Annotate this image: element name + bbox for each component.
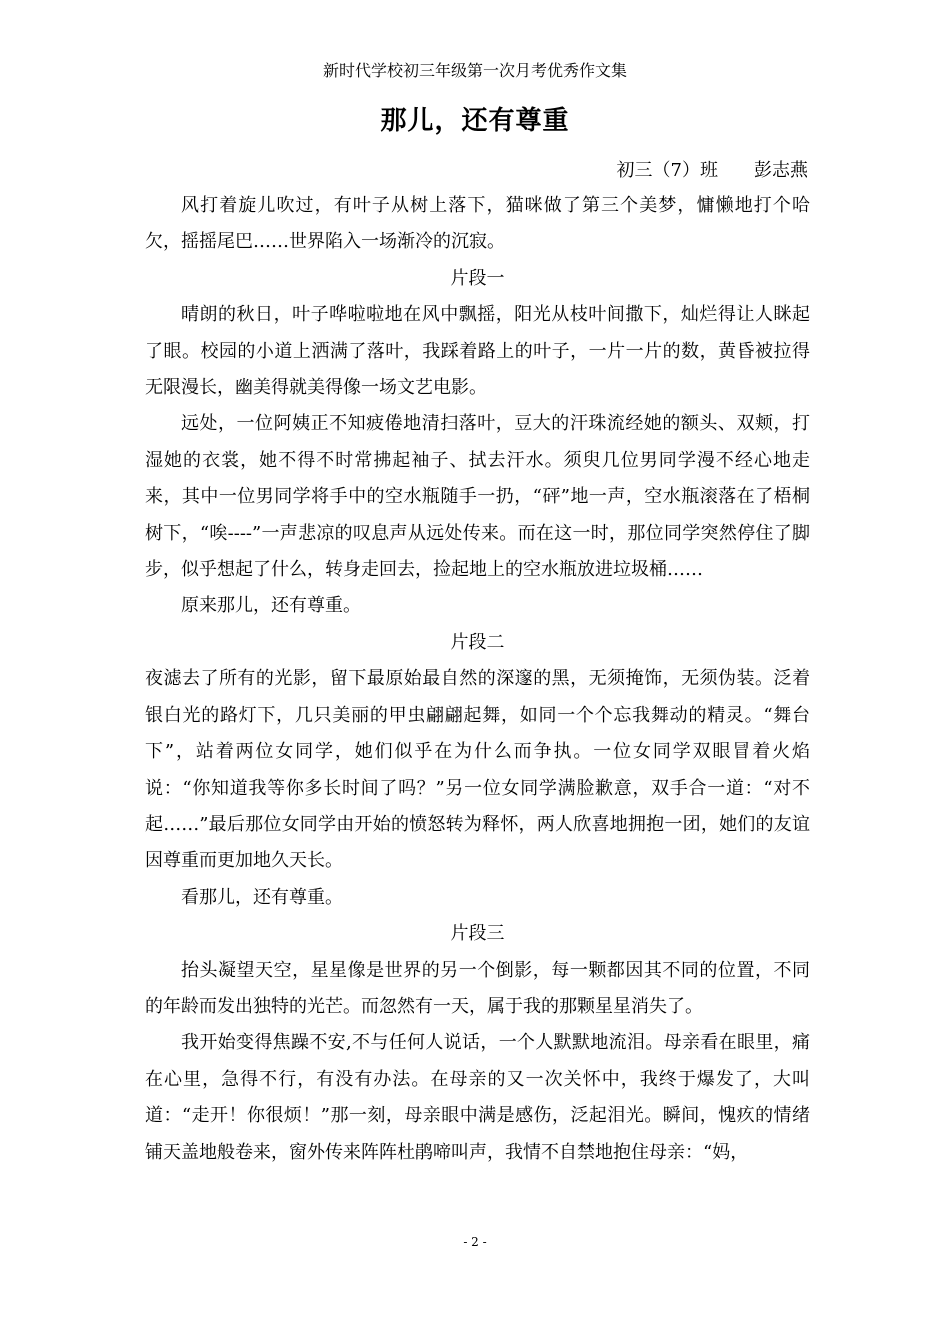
essay-body	[145, 188, 810, 1171]
author-line: 初三（7）班 彭志燕	[616, 160, 808, 181]
page-header: 新时代学校初三年级第一次月考优秀作文集	[322, 61, 627, 80]
paragraph: 我开始变得焦躁不安,不与任何人说话，一个人默默地流泪。母亲看在眼里，痛在心里，急得不行，有没有办法。在母亲的又一次关怀中，我终于爆发了，大叫道：“走开！你很烦！”那一刻，母亲眼中满是感伤，泛起泪光。瞬间，愧疚的情绪铺天盖地般卷来，窗外传来阵阵杜鹃啼叫声，我情不自禁地抱住母亲：“妈，	[145, 1032, 810, 1163]
section-heading: 片段一	[450, 267, 505, 289]
paragraph: 抬头凝望天空，星星像是世界的另一个倒影，每一颗都因其不同的位置，不同的年龄而发出独特的光芒。而忽然有一天，属于我的那颗星星消失了。	[145, 959, 810, 1017]
paragraph: 夜滤去了所有的光影，留下最原始最自然的深邃的黑，无须掩饰，无须伪装。泛着银白光的路灯下，几只美丽的甲虫翩翩起舞，如同一个个忘我舞动的精灵。“舞台下”，站着两位女同学，她们似乎在为什么而争执。一位女同学双眼冒着火焰说：“你知道我等你多长时间了吗？”另一位女同学满脸歉意，双手合一道：“对不起……”最后那位女同学由开始的愤怒转为释怀，两人欣喜地拥抱一团，她们的友谊因尊重而更加地久天长。	[145, 668, 810, 872]
section-heading: 片段二	[450, 631, 505, 653]
paragraph: 风打着旋儿吹过，有叶子从树上落下，猫咪做了第三个美梦，慵懒地打个哈欠，摇摇尾巴……世界陷入一场渐冷的沉寂。	[145, 195, 810, 253]
essay-title: 那儿，还有尊重	[380, 106, 570, 136]
paragraph: 远处，一位阿姨正不知疲倦地清扫落叶，豆大的汗珠流经她的额头、双颊，打湿她的衣裳，她不得不时常拂起袖子、拭去汗水。须臾几位男同学漫不经心地走来，其中一位男同学将手中的空水瓶随手一扔，“砰”地一声，空水瓶滚落在了梧桐树下，“唉----”一声悲凉的叹息声从远处传来。而在这一时，那位同学突然停住了脚步，似乎想起了什么，转身走回去，捡起地上的空水瓶放进垃圾桶……	[145, 413, 810, 581]
paragraph: 看那儿，还有尊重。	[181, 886, 343, 908]
paragraph: 原来那儿，还有尊重。	[181, 595, 361, 617]
section-heading: 片段三	[450, 923, 505, 945]
paragraph: 晴朗的秋日，叶子哗啦啦地在风中飘摇，阳光从枝叶间撒下，灿烂得让人眯起了眼。校园的小道上洒满了落叶，我踩着路上的叶子，一片一片的数，黄昏被拉得无限漫长，幽美得就美得像一场文艺电影。	[145, 304, 810, 399]
page-number: - 2 -	[463, 1235, 487, 1249]
